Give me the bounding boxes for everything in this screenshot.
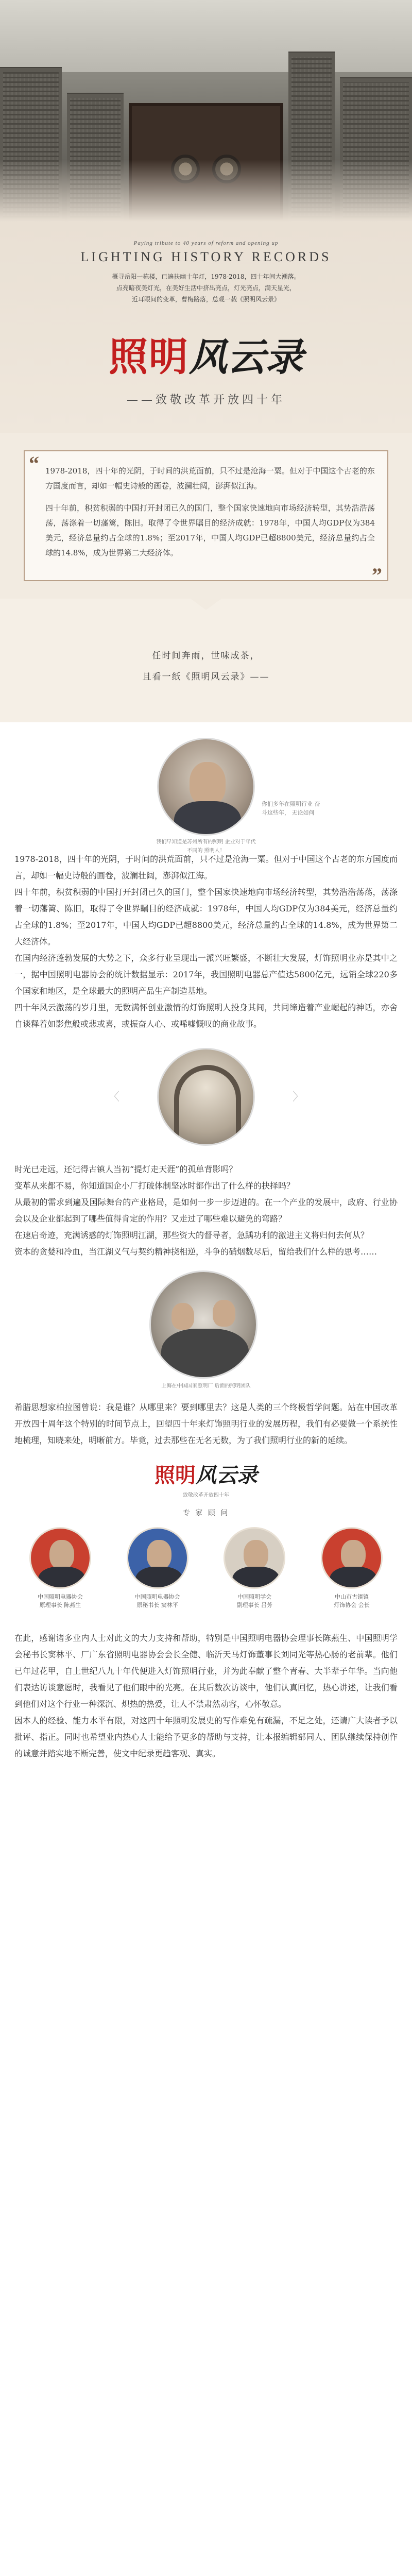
article-paragraph: 在国内经济蓬勃发展的大势之下，众多行业呈现出一派兴旺繁盛，不断壮大发展，灯饰照明业亦是其中之一，据中国照明电器协会的统计数据显示：2017年，我国照明电器总产值达5800亿元，远销全球220多个国家和地区，是全球最大的照明产品生产制造基地。: [14, 953, 398, 996]
english-tagline: Paying tribute to 40 years of reform and opening up: [133, 240, 279, 246]
expert-avatar: [29, 1527, 91, 1589]
closing-section: [0, 1630, 412, 1762]
logo-black-text: 风云录: [196, 1463, 258, 1487]
expert-card: [16, 1527, 104, 1609]
article-paragraph: 变革从来都不易，你知道国企小厂打破体制坚冰时都作出了什么样的抉择吗？: [14, 1181, 295, 1191]
close-quote-icon: ”: [372, 564, 382, 587]
logo-red-text: 照明: [154, 1463, 196, 1487]
logo-red-text: 照明: [109, 334, 189, 380]
notch-divider: [191, 599, 221, 610]
article-paragraph: 1978-2018，四十年的光阴，于时间的洪荒面前，只不过是沧海一粟。但对于中国这个古老的东方国度而言，却如一幅史诗般的画卷，波澜壮阔，澎湃似江海。: [14, 854, 398, 880]
photo-row-2: [0, 1032, 412, 1161]
expert-card: [308, 1527, 396, 1609]
intro-lines: [0, 271, 412, 305]
photo-row-3: [0, 1260, 412, 1394]
quote-section: [0, 433, 412, 599]
article-section-3: [0, 1399, 412, 1449]
chevron-left-icon: 〈: [108, 1091, 120, 1104]
chevron-right-icon: 〉: [293, 1091, 304, 1104]
expert-avatar: [321, 1527, 383, 1589]
closing-paragraph: 因本人的经验、能力水平有限，对这四十年照明发展史的写作难免有疏漏，不足之处，还请广大读者予以批评、指正。同时也希望业内热心人士能给予更多的帮助与支持，让本报编辑部同人、团队继续保持创作的诚意并踏实地不断完善，使文中纪录更趋客观、真实。: [14, 1716, 398, 1758]
photo-caption-right: 你们多年在照明行业 奋斗这些年， 无论如何: [262, 801, 320, 816]
article-section-1: [0, 851, 412, 1032]
leader-portrait: [157, 738, 255, 836]
intro-line: 近耳眼间的变革，曹梅路落，总观一载《照明风云录》: [131, 296, 280, 303]
sky: [0, 0, 412, 72]
hero-photo: [0, 0, 412, 222]
article-paragraph: 四十年风云激荡的岁月里，无数满怀创业激情的灯饰照明人投身其间，共同缔造着产业崛起的神话，亦舍自谈释着如影焦般或悲或喜，或振奋人心、或唏嘘慨叹的商业故事。: [14, 1003, 398, 1029]
logo-black-text: 风云录: [189, 335, 303, 380]
experts-logo: [0, 1459, 412, 1488]
article-paragraph: 在速启奇迹，充满诱惑的灯饰照明江湖，那些资大的督导者，急踽功利的激进主义将归何去何从？: [14, 1230, 369, 1240]
intro-band: [0, 599, 412, 722]
expert-card: [211, 1527, 298, 1609]
experts-list: [0, 1518, 412, 1609]
article-paragraph: 资本的贪婪和冷血，当江湖义气与契约精神挠相逆，斗争的硝烟数尽后，留给我们什么样的思考……: [14, 1247, 377, 1257]
quote-box: [24, 450, 388, 587]
article-paragraph: 希腊思想家柏拉图曾说：我是谁？从哪里来？要到哪里去？这是人类的三个终极哲学问题。站在中国改革开放四十周年这个特别的时间节点上，回望四十年来灯饰照明行业的发展历程，我们有必要做一个系统性地梳理，知晓来处，明晰前方。毕竟，过去那些在无名无数，为了我们照明行业的新的延续。: [14, 1402, 398, 1445]
photo-row-1: [0, 722, 412, 854]
experts-section: [0, 1459, 412, 1609]
band-line: 且看一纸《照明风云录》——: [142, 672, 270, 682]
expert-name: 中国照明学会 副理事长 吕芳: [236, 1594, 273, 1608]
photo-caption: 上海在中国国家照明厂 后面的照明团队: [161, 1383, 251, 1389]
column-logo: [0, 326, 412, 382]
band-line: 任时间奔雨，世味成茶，: [152, 651, 260, 661]
expert-avatar: [127, 1527, 188, 1589]
intro-line: 点亮暗夜美灯光，在美好生活中挤出亮点，灯光亮点，满天星光，: [116, 284, 296, 292]
article-section-2: [0, 1161, 412, 1260]
photo-caption-below: 我们早知道是苏州所有的照明 企业对于年代不同的 照明人！: [156, 839, 256, 854]
experts-title: 专 家 顾 问: [182, 1509, 230, 1517]
expert-avatar: [224, 1527, 285, 1589]
quote-paragraph: 1978-2018，四十年的光阴，于时间的洪荒面前，只不过是沧海一粟。但对于中国这个古老的东方国度而言，却如一幅史诗般的画卷，波澜壮阔，澎湃似江海。: [45, 466, 375, 490]
factory-photo: [157, 1048, 255, 1146]
expert-name: 中山市古镇镇 灯饰协会 会长: [334, 1594, 370, 1608]
workshop-photo: [149, 1270, 258, 1379]
slogan: ——致敬改革开放四十年: [126, 394, 285, 406]
article-paragraph: 时光已走远，还记得古镇人当初“提灯走天涯”的孤单背影吗？: [14, 1164, 237, 1174]
article-paragraph: 四十年前，积贫积弱的中国打开封闭已久的国门，整个国家快速地向市场经济转型，其势浩浩荡荡，荡涤着一切藩篱、陈旧，取得了令世界瞩目的经济成就：1978年，中国人均GDP仅为384美元，经济总量约占全球的1.8%；至2017年，中国人均GDP已超8800美元，经济总量约占全球的14.8%，成为世界第二大经济体。: [14, 887, 398, 946]
experts-logo-sub: 致敬改革开放四十年: [183, 1493, 229, 1498]
open-quote-icon: “: [29, 452, 39, 475]
expert-card: [114, 1527, 201, 1609]
closing-paragraph: 在此，感谢诸多业内人士对此文的大力支持和帮助，特别是中国照明电器协会理事长陈燕生、中国照明学会秘书长窦林平、厂广东省照明电器协会会长全健、临沂天马灯饰董事长刘同光等热心肠的老前辈。他们已年过花甲，自上世纪八九十年代便进入灯饰照明行业，并为此奉献了整个青春、大半辈子年华。当向他们表达访谈意愿时，我看见了他们眼中的光亮。在其后数次访谈中，他们认真回忆，热心讲述，让我们看到他们对这个行业一种深沉、炽热的热爱，让人不禁肃然动容，心怀敬意。: [14, 1633, 398, 1709]
expert-name: 中国照明电器协会 原秘书长 窦林平: [134, 1594, 180, 1608]
expert-name: 中国照明电器协会 原理事长 陈燕生: [38, 1594, 83, 1608]
quote-paragraph: 四十年前，积贫积弱的中国打开封闭已久的国门，整个国家快速地向市场经济转型，其势浩浩荡荡，荡涤着一切藩篱，陈旧。取得了令世界瞩目的经济成就：1978年，中国人均GDP仅为384美元，经济总量约占全球的1.8%；至2017年，中国人均GDP已超8800美元，经济总量约占全球的14.8%，成为世界第二大经济体。: [45, 503, 375, 557]
title-block: [0, 222, 412, 433]
article-paragraph: 从最初的需求到遍及国际舞台的产业格局，是如何一步一步迈进的。在一个产业的发展中，政府、行业协会以及企业都起到了哪些值得肯定的作用？又走过了哪些难以避免的弯路？: [14, 1197, 398, 1224]
english-title: LIGHTING HISTORY RECORDS: [80, 249, 332, 264]
intro-line: 概寻岳阳一栋楼，已遍扶幽十年灯，1978-2018，四十年间大潮落。: [112, 273, 300, 280]
